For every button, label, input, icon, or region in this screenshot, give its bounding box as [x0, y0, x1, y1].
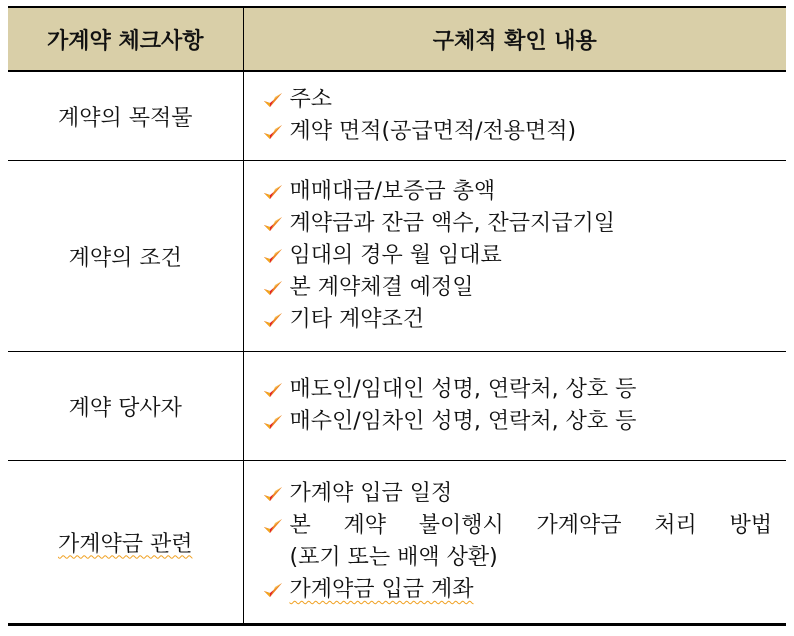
- item-text: 임대의 경우 월 임대료: [289, 243, 502, 268]
- item-text: 본 계약 불이행시 가계약금 처리 방법: [289, 513, 772, 538]
- checklist-table: [8, 6, 786, 626]
- row-category-label: 가계약금 관련: [57, 531, 193, 557]
- list-item: [262, 406, 773, 438]
- checkmark-icon: [262, 240, 290, 272]
- list-item: [262, 84, 773, 116]
- row-items: [243, 161, 786, 352]
- list-item: [262, 208, 773, 240]
- item-text: 매수인/임차인 성명, 연락처, 상호 등: [289, 409, 637, 434]
- list-item: [262, 272, 773, 304]
- item-text: 가계약 입금 일정: [289, 481, 453, 506]
- table-row: [8, 461, 786, 625]
- row-category: [8, 461, 243, 625]
- row-category: 계약 당사자: [8, 352, 243, 461]
- checkmark-icon: [262, 116, 290, 148]
- item-text-label: 가계약금 입금 계좌: [289, 577, 474, 602]
- checkmark-icon: [262, 406, 290, 438]
- header-checkpoint: 가계약 체크사항: [8, 7, 243, 71]
- header-detail: 구체적 확인 내용: [243, 7, 786, 71]
- checkmark-icon: [262, 304, 290, 336]
- item-text: (포기 또는 배액 상환): [289, 545, 498, 570]
- list-item-continuation: [262, 542, 773, 574]
- checkmark-icon: [262, 176, 290, 208]
- checkmark-icon: [262, 374, 290, 406]
- item-text: [290, 574, 773, 606]
- item-text: 본 계약체결 예정일: [289, 275, 474, 300]
- row-category: 계약의 목적물: [8, 71, 243, 161]
- list-item: [262, 574, 773, 606]
- checkmark-icon: [262, 510, 290, 542]
- row-items: [243, 352, 786, 461]
- list-item: [262, 116, 773, 148]
- item-text: 매도인/임대인 성명, 연락처, 상호 등: [289, 377, 637, 402]
- item-text: 계약 면적(공급면적/전용면적): [289, 119, 577, 144]
- list-item: [262, 510, 773, 542]
- list-item: [262, 304, 773, 336]
- table-row: [8, 352, 786, 461]
- checkmark-icon: [262, 574, 290, 606]
- list-item: [262, 240, 773, 272]
- checkmark-icon: [262, 478, 290, 510]
- checkmark-icon: [262, 208, 290, 240]
- table-row: [8, 161, 786, 352]
- row-items: [243, 461, 786, 625]
- header-row: [8, 7, 786, 71]
- list-item: [262, 176, 773, 208]
- checkmark-icon: [262, 84, 290, 116]
- item-text: 주소: [289, 87, 333, 112]
- row-items: [243, 71, 786, 161]
- list-item: [262, 374, 773, 406]
- item-text: 매매대금/보증금 총액: [289, 179, 496, 204]
- checkmark-icon: [262, 272, 290, 304]
- row-category: 계약의 조건: [8, 161, 243, 352]
- item-text: 계약금과 잔금 액수, 잔금지급기일: [289, 211, 616, 236]
- table-row: [8, 71, 786, 161]
- item-text: 기타 계약조건: [289, 307, 425, 332]
- list-item: [262, 478, 773, 510]
